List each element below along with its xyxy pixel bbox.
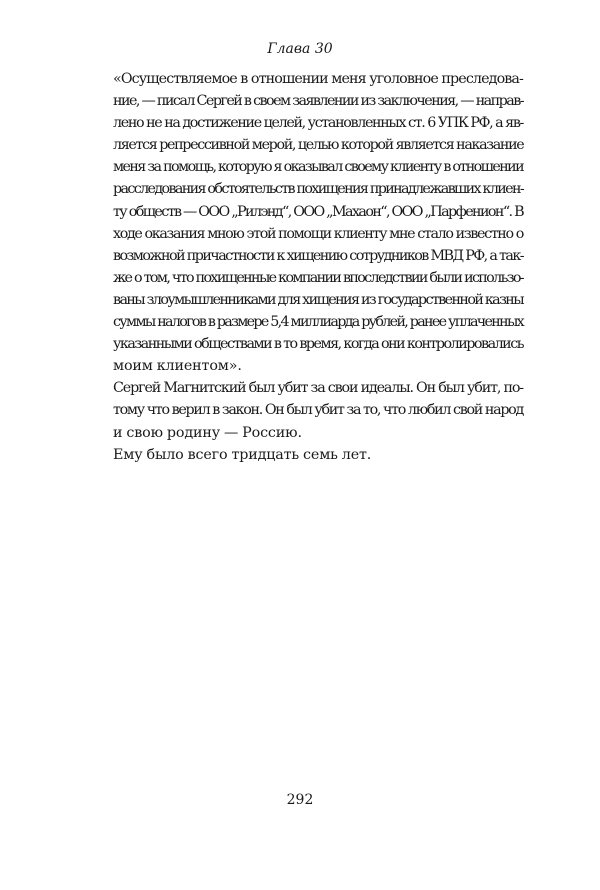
text-line: лено не на достижение целей, установленных ст. 6 УПК РФ, а яв- bbox=[113, 115, 523, 132]
page-number: 292 bbox=[286, 792, 314, 808]
text-line: ние, — писал Сергей в своем заявлении из заключения, — направ- bbox=[113, 93, 523, 110]
body-text bbox=[89, 68, 523, 466]
text-line: ту обществ — ООО „Рилэнд“, ООО „Махаон“, ООО „Парфенион“. В bbox=[113, 203, 523, 220]
text-line: Ему было всего тридцать семь лет. bbox=[113, 446, 372, 463]
text-line: суммы налогов в размере 5,4 миллиарда рублей, ранее уплаченных bbox=[113, 314, 523, 331]
text-line: моим клиентом». bbox=[113, 358, 242, 375]
text-line: расследования обстоятельств похищения принадлежавших клиен- bbox=[113, 181, 523, 198]
paragraph-age bbox=[89, 444, 523, 466]
running-head: Глава 30 bbox=[267, 41, 333, 57]
text-line: возможной причастности к хищению сотрудников МВД РФ, а так- bbox=[113, 247, 523, 264]
text-line: ходе оказания мною этой помощи клиенту мне стало известно о bbox=[113, 225, 523, 242]
text-line: меня за помощь, которую я оказывал своему клиенту в отношении bbox=[113, 159, 523, 176]
text-line: «Осуществляемое в отношении меня уголовное преследова- bbox=[113, 71, 523, 87]
text-line: ваны злоумышленниками для хищения из государственной казны bbox=[113, 291, 523, 308]
paragraph-ideals bbox=[89, 377, 523, 443]
text-line: и свою родину — Россию. bbox=[113, 424, 302, 441]
text-line: же о том, что похищенные компании впоследствии были использо- bbox=[113, 269, 523, 286]
paragraph-quote bbox=[89, 68, 523, 377]
text-line: тому что верил в закон. Он был убит за то, что любил свой народ bbox=[113, 402, 523, 419]
text-line: Сергей Магнитский был убит за свои идеалы. Он был убит, по- bbox=[113, 380, 523, 397]
text-line: ляется репрессивной мерой, целью которой является наказание bbox=[113, 137, 524, 154]
text-line: указанными обществами в то время, когда они контролировались bbox=[113, 336, 523, 353]
